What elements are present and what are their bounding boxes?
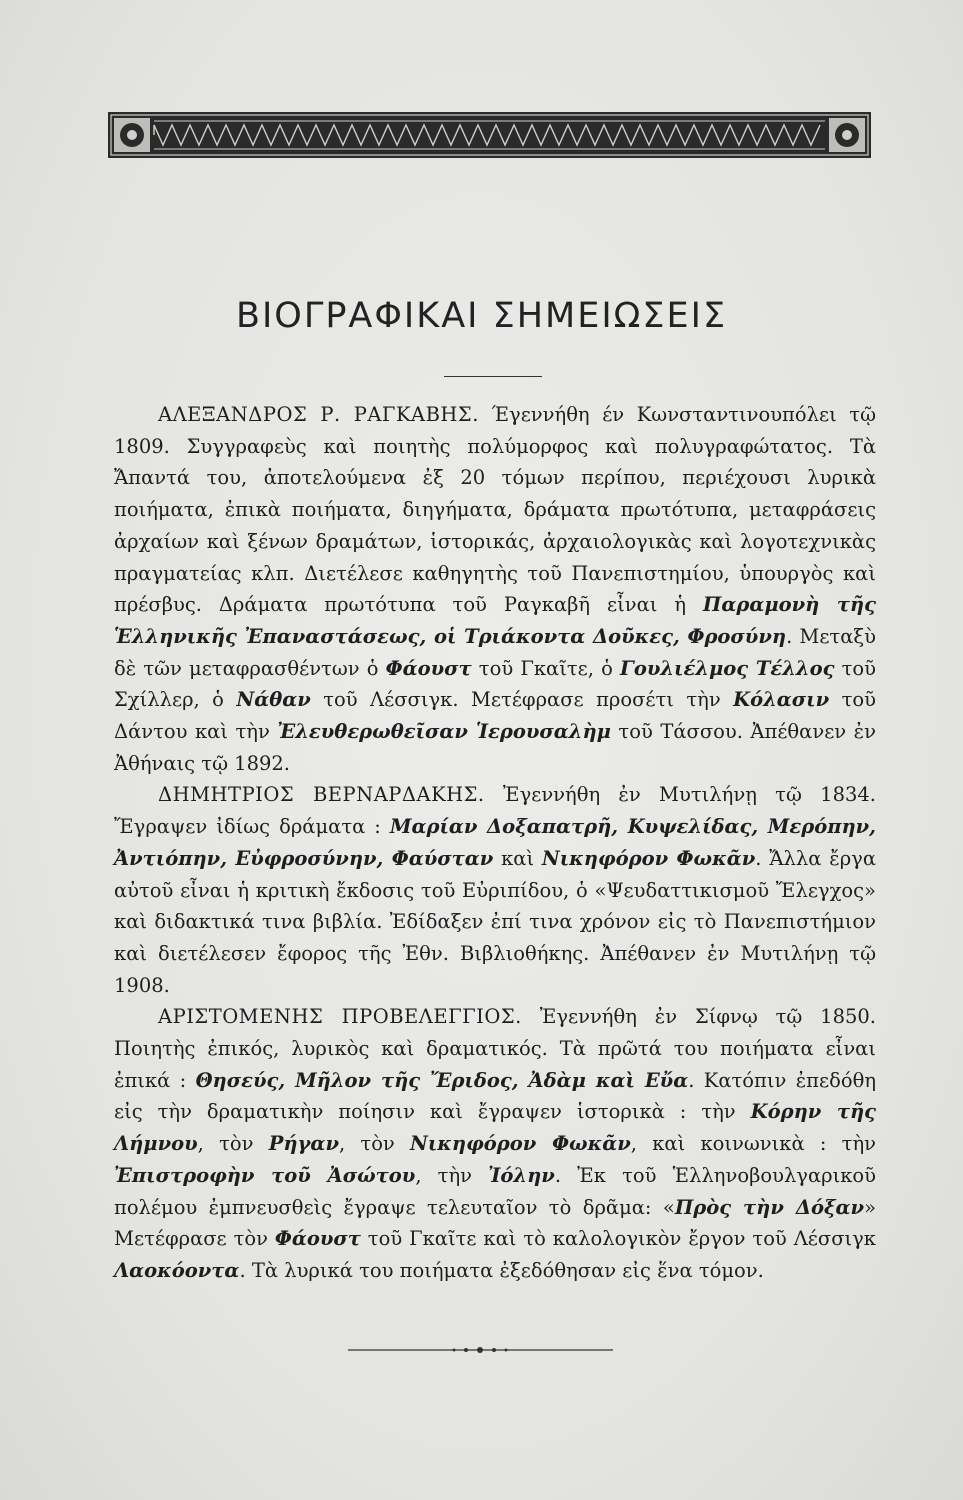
text-run: » Μετέφρασε τὸν <box>114 1195 877 1251</box>
text-run: τοῦ Λέσσιγκ. Μετέφρασε προσέτι τὴν <box>310 688 734 712</box>
entry-provelengios <box>114 1001 876 1286</box>
ornamental-border-band <box>108 112 871 158</box>
text-run: . Κατόπιν ἐπεδόθη εἰς τὴν δραματικὴν ποίησιν καὶ ἔγραψεν ἱστορικὰ : τὴν <box>114 1068 877 1124</box>
text-run: Έγεννήθη έν Κωνσταντινουπόλει τῷ 1809. Συγγραφεὺς καὶ ποιητὴς πολύμορφος καὶ πολυγραφώτατος. Τὰ Ἄπαντά του, ἀποτελούμενα ἐξ 20 τόμων περίπου, περιέχουσι λυρικὰ ποιήματα, ἐπικὰ ποιήματα, διηγήματα, δράματα πρωτότυπα, μεταφράσεις ἀρχαίων καὶ ξένων δραμάτων, ἱστορικάς, ἀρχαιολογικὰς καὶ λογοτεχνικὰς πραγματείας κλπ. Διετέλεσε καθηγητὴς τοῦ Πανεπιστημίου, ὑπουργὸς καὶ πρέσβυς. Δράματα πρωτότυπα τοῦ Ραγκαβῆ εἶναι ἡ <box>114 403 876 617</box>
work-title: Λαοκόοντα <box>114 1258 240 1282</box>
entry-name: ΑΡΙΣΤΟΜΕΝΗΣ ΠΡΟΒΕΛΕΓΓΙΟΣ. <box>158 1005 522 1029</box>
text-run: τοῦ Τάσσου. Ἀπέθανεν ἐν Ἀθήναις τῷ 1892. <box>114 720 876 775</box>
text-run: καὶ <box>493 846 542 870</box>
work-title: Παραμονὴ τῆς Ἑλληνικῆς Ἐπαναστάσεως, οἱ Τριάκοντα Δοῦκες, Φροσύνη <box>114 593 876 648</box>
text-run: Ἐγεννήθη ἐν Μυτιλήνῃ τῷ 1834. Ἔγραψεν ἰδίως δράματα : <box>114 783 876 839</box>
entry-body <box>114 1005 876 1282</box>
text-run: , τὴν <box>415 1163 489 1187</box>
work-title: Νικηφόρον Φωκᾶν <box>410 1132 631 1156</box>
work-title: Κόλασιν <box>733 688 830 712</box>
work-title: Ἰόλην <box>488 1163 555 1187</box>
work-title: Φάουστ <box>274 1227 361 1251</box>
entry-name: ΔΗΜΗΤΡΙΟΣ ΒΕΡΝΑΡΔΑΚΗΣ. <box>158 783 485 807</box>
title-divider <box>444 376 542 377</box>
text-run: . Τὰ λυρικά του ποιήματα ἐξεδόθησαν εἰς ἕνα τόμον. <box>239 1258 764 1282</box>
work-title: Ἐπιστροφὴν τοῦ Ἀσώτου <box>114 1163 416 1187</box>
text-run: , τὸν <box>197 1132 269 1156</box>
work-title: Κόρην τῆς Λήμνου <box>114 1100 877 1156</box>
work-title: Φάουστ <box>385 656 472 680</box>
page-title: ΒΙΟΓΡΑΦΙΚΑΙ ΣΗΜΕΙΩΣΕΙΣ <box>235 296 728 336</box>
text-run: . Ἄλλα ἔργα αὐτοῦ εἶναι ἡ κριτικὴ ἔκδοσις τοῦ Εὐριπίδου, ὁ «Ψευδαττικισμοῦ Ἔλεγχος» καὶ διδακτικά τινα βιβλία. Ἐδίδαξεν ἐπί τινα χρόνον εἰς τὸ Πανεπιστήμιον καὶ διετέλεσεν ἔφορος τῆς Ἐθν. Βιβλιοθήκης. Ἀπέθανεν ἐν Μυτιλήνῃ τῷ 1908. <box>114 846 876 997</box>
biographical-notes <box>114 399 876 1287</box>
work-title: Ἐλευθερωθεῖσαν Ἱερουσαλὴμ <box>277 720 611 744</box>
text-run: τοῦ Γκαῖτε, ὁ <box>471 656 620 680</box>
text-run: . Ἐκ τοῦ Ἑλληνοβουλγαρικοῦ πολέμου ἐμπνευσθεὶς ἔγραψε τελευταῖον τὸ δρᾶμα: « <box>114 1163 877 1219</box>
end-ornament-rule <box>348 1345 613 1355</box>
entry-name: ΑΛΕΞΑΝΔΡΟΣ Ρ. ΡΑΓΚΑΒΗΣ. <box>158 403 479 426</box>
entry-body <box>114 783 876 996</box>
entry-vernardakis <box>114 779 876 1001</box>
work-title: Γουλιέλμος Τέλλος <box>619 656 835 680</box>
text-run: . Μεταξὺ δὲ τῶν μεταφρασθέντων ὁ <box>114 624 876 680</box>
text-run: τοῦ Γκαῖτε καὶ τὸ καλολογικὸν ἔργον τοῦ Λέσσιγκ <box>360 1227 876 1251</box>
work-title: Θησεύς, Μῆλον τῆς Ἔριδος, Ἀδὰμ καὶ Εὔα <box>195 1068 689 1092</box>
work-title: Μαρίαν Δοξαπατρῆ, Κυψελίδας, Μερόπην, Ἀντιόπην, Εὐφροσύνην, Φαύσταν <box>114 815 876 870</box>
work-title: Νικηφόρον Φωκᾶν <box>541 846 756 870</box>
text-run: , καὶ κοινωνικὰ : τὴν <box>630 1132 877 1156</box>
work-title: Ρήγαν <box>268 1132 339 1156</box>
work-title: Πρὸς τὴν Δόξαν <box>674 1195 865 1219</box>
text-run: τοῦ Σχίλλερ, ὁ <box>114 656 876 712</box>
entry-rangavis <box>114 399 876 779</box>
text-run: τοῦ Δάντου καὶ τὴν <box>114 688 876 744</box>
text-run: , τὸν <box>338 1132 411 1156</box>
text-run: Ἐγεννήθη ἐν Σίφνῳ τῷ 1850. Ποιητὴς ἐπικός, λυρικὸς καὶ δραματικός. Τὰ πρῶτά του ποιήματα εἶναι ἐπικά : <box>114 1005 877 1092</box>
entry-body <box>114 403 876 775</box>
work-title: Νάθαν <box>236 688 311 712</box>
